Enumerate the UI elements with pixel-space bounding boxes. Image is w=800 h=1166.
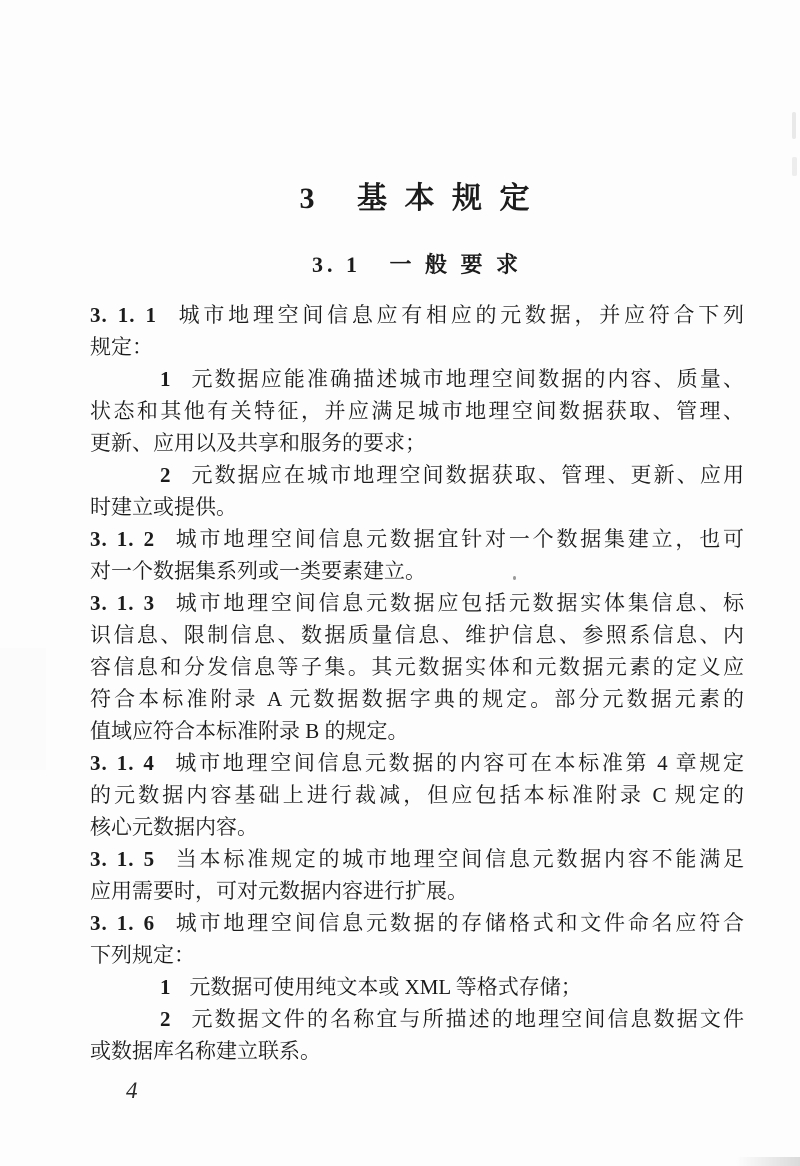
line-text: 规定： xyxy=(90,335,153,359)
line-text: 下列规定： xyxy=(90,943,195,967)
line-text: 值域应符合本标准附录 B 的规定。 xyxy=(90,719,409,743)
clause-paragraph xyxy=(90,843,744,907)
chapter-title: 3 基 本 规 定 xyxy=(299,182,535,215)
clause-paragraph xyxy=(90,523,744,587)
clause-paragraph xyxy=(90,907,744,971)
line-text: 元数据应在城市地理空间数据获取、管理、更新、应用 xyxy=(189,463,744,487)
clause-number: 3. 1. 4 xyxy=(90,751,155,775)
subitem-paragraph xyxy=(90,1003,744,1067)
text-line xyxy=(90,1035,744,1067)
text-line xyxy=(90,619,744,651)
item-number: 1 xyxy=(160,367,172,391)
section-title: 3. 1 一 般 要 求 xyxy=(311,252,522,277)
subitem-paragraph xyxy=(90,459,744,523)
text-line xyxy=(90,395,744,427)
text-line xyxy=(90,523,744,555)
text-line xyxy=(90,683,744,715)
scan-artifact-corner xyxy=(736,1157,800,1166)
item-number: 2 xyxy=(160,1007,172,1031)
clause-paragraph xyxy=(90,747,744,843)
line-text: 元数据可使用纯文本或 XML 等格式存储； xyxy=(189,975,582,999)
line-text: 元数据文件的名称宜与所描述的地理空间信息数据文件 xyxy=(189,1007,744,1031)
page-content xyxy=(90,0,744,1067)
clause-number: 3. 1. 2 xyxy=(90,527,156,551)
clause-paragraph xyxy=(90,587,744,747)
text-line xyxy=(90,587,744,619)
line-text: 的元数据内容基础上进行裁减，但应包括本标准附录 C 规定的 xyxy=(90,783,744,807)
text-line xyxy=(90,491,744,523)
document-body xyxy=(90,299,744,1067)
text-line xyxy=(90,939,744,971)
text-line xyxy=(90,555,744,587)
text-line xyxy=(90,331,744,363)
line-text: 识信息、限制信息、数据质量信息、维护信息、参照系信息、内 xyxy=(90,623,744,647)
subitem-paragraph xyxy=(90,971,744,1003)
line-text: 城市地理空间信息元数据的内容可在本标准第 4 章规定 xyxy=(172,751,744,775)
text-line xyxy=(90,363,744,395)
item-number: 2 xyxy=(160,463,172,487)
text-line xyxy=(90,843,744,875)
scan-artifact-right-upper xyxy=(792,112,796,139)
line-text: 城市地理空间信息应有相应的元数据，并应符合下列 xyxy=(174,303,744,327)
text-line xyxy=(90,427,744,459)
scan-artifact-right-lower xyxy=(792,157,797,176)
item-number: 1 xyxy=(160,975,172,999)
text-line xyxy=(90,459,744,491)
text-line xyxy=(90,875,744,907)
clause-paragraph xyxy=(90,299,744,363)
subitem-paragraph xyxy=(90,363,744,459)
text-line xyxy=(90,651,744,683)
clause-number: 3. 1. 5 xyxy=(90,847,156,871)
line-text: 元数据应能准确描述城市地理空间数据的内容、质量、 xyxy=(189,367,744,391)
text-line xyxy=(90,907,744,939)
line-text: 城市地理空间信息元数据的存储格式和文件命名应符合 xyxy=(172,911,744,935)
scan-artifact-dot xyxy=(513,576,516,580)
line-text: 容信息和分发信息等子集。其元数据实体和元数据元素的定义应 xyxy=(90,655,744,679)
line-text: 时建立或提供。 xyxy=(90,495,237,519)
line-text: 核心元数据内容。 xyxy=(90,815,258,839)
text-line xyxy=(90,299,744,331)
scan-artifact-left-band xyxy=(0,648,46,770)
text-line xyxy=(90,779,744,811)
line-text: 对一个数据集系列或一类要素建立。 xyxy=(90,559,426,583)
text-line xyxy=(90,811,744,843)
clause-number: 3. 1. 6 xyxy=(90,911,156,935)
text-line xyxy=(90,971,744,1003)
text-line xyxy=(90,747,744,779)
clause-number: 3. 1. 1 xyxy=(90,303,157,327)
page-number: 4 xyxy=(126,1078,138,1103)
line-text: 当本标准规定的城市地理空间信息元数据内容不能满足 xyxy=(172,847,744,871)
line-text: 状态和其他有关特征，并应满足城市地理空间数据获取、管理、 xyxy=(90,399,744,423)
clause-number: 3. 1. 3 xyxy=(90,591,156,615)
line-text: 更新、应用以及共享和服务的要求； xyxy=(90,431,426,455)
line-text: 符合本标准附录 A 元数据数据字典的规定。部分元数据元素的 xyxy=(90,687,744,711)
line-text: 或数据库名称建立联系。 xyxy=(90,1039,321,1063)
line-text: 城市地理空间信息元数据宜针对一个数据集建立，也可 xyxy=(172,527,744,551)
line-text: 应用需要时，可对元数据内容进行扩展。 xyxy=(90,879,468,903)
line-text: 城市地理空间信息元数据应包括元数据实体集信息、标 xyxy=(172,591,744,615)
text-line xyxy=(90,1003,744,1035)
text-line xyxy=(90,715,744,747)
